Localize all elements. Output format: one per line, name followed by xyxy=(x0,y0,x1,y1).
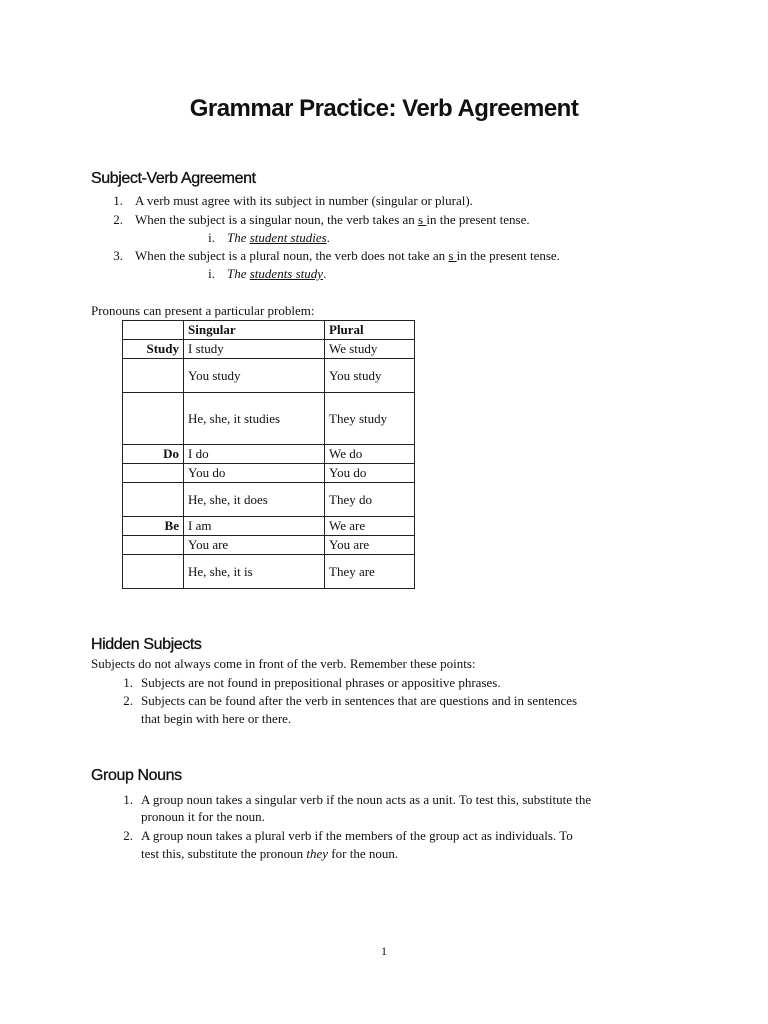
table-row xyxy=(123,445,415,464)
table-row xyxy=(123,393,415,445)
underlined-s: s xyxy=(448,248,457,263)
rule-text-end: in the present tense. xyxy=(456,248,560,263)
singular-cell: I do xyxy=(184,445,325,464)
list-number: 1. xyxy=(123,792,133,807)
list-item xyxy=(135,247,560,264)
list-number: 2. xyxy=(113,212,123,227)
list-item-continued xyxy=(141,845,398,862)
list-number: 1. xyxy=(123,675,133,690)
table-header-row xyxy=(123,321,415,340)
verb-label xyxy=(123,536,184,555)
section-heading-group-nouns: Group Nouns xyxy=(91,767,182,784)
list-number: 3. xyxy=(113,248,123,263)
section-heading-hidden-subjects: Hidden Subjects xyxy=(91,636,202,653)
example-underlined: student studies xyxy=(249,230,327,245)
example-sentence xyxy=(227,265,326,282)
verb-label xyxy=(123,359,184,393)
plural-cell: We study xyxy=(325,340,415,359)
list-item-continued: pronoun it for the noun. xyxy=(141,809,265,824)
list-item: Subjects are not found in prepositional phrases or appositive phrases. xyxy=(141,675,501,690)
pronoun-table xyxy=(122,320,415,589)
singular-cell: He, she, it is xyxy=(184,555,325,589)
list-number: 1. xyxy=(113,193,123,208)
example-period: . xyxy=(326,230,330,245)
verb-label xyxy=(123,483,184,517)
plural-cell: They do xyxy=(325,483,415,517)
singular-cell: He, she, it studies xyxy=(184,393,325,445)
example-sentence xyxy=(227,229,330,246)
italic-they: they xyxy=(306,846,329,861)
example-number: i. xyxy=(208,230,215,245)
table-row xyxy=(123,359,415,393)
section-intro: Subjects do not always come in front of the verb. Remember these points: xyxy=(91,656,476,671)
plural-cell: We do xyxy=(325,445,415,464)
list-item xyxy=(135,211,530,228)
rule-text: When the subject is a singular noun, the verb takes an xyxy=(135,212,419,227)
table-row xyxy=(123,464,415,483)
singular-cell: He, she, it does xyxy=(184,483,325,517)
singular-cell: You are xyxy=(184,536,325,555)
table-row xyxy=(123,555,415,589)
example-period: . xyxy=(323,266,327,281)
list-item: A group noun takes a singular verb if the noun acts as a unit. To test this, substitute the xyxy=(141,792,592,807)
verb-label xyxy=(123,555,184,589)
text: test this, substitute the pronoun xyxy=(141,846,307,861)
underlined-s: s xyxy=(418,212,427,227)
example-underlined: students study xyxy=(249,266,324,281)
header-label-cell xyxy=(123,321,184,340)
list-item: A verb must agree with its subject in number (singular or plural). xyxy=(135,193,473,208)
list-item-continued: that begin with here or there. xyxy=(141,711,292,726)
rule-text: When the subject is a plural noun, the verb does not take an xyxy=(135,248,449,263)
example-number: i. xyxy=(208,266,215,281)
table-row xyxy=(123,517,415,536)
example-the: The xyxy=(227,266,250,281)
header-plural: Plural xyxy=(325,321,415,340)
singular-cell: I am xyxy=(184,517,325,536)
list-item: A group noun takes a plural verb if the members of the group act as individuals. To xyxy=(141,828,573,843)
plural-cell: They study xyxy=(325,393,415,445)
list-number: 2. xyxy=(123,693,133,708)
table-row xyxy=(123,483,415,517)
section-heading-subject-verb: Subject-Verb Agreement xyxy=(91,170,256,187)
plural-cell: We are xyxy=(325,517,415,536)
plural-cell: You do xyxy=(325,464,415,483)
list-number: 2. xyxy=(123,828,133,843)
page-number: 1 xyxy=(381,944,387,958)
table-row xyxy=(123,340,415,359)
verb-label: Study xyxy=(123,340,184,359)
text: for the noun. xyxy=(328,846,399,861)
verb-label: Do xyxy=(123,445,184,464)
rule-text-end: in the present tense. xyxy=(426,212,530,227)
list-item: Subjects can be found after the verb in sentences that are questions and in sentences xyxy=(141,693,578,708)
singular-cell: You study xyxy=(184,359,325,393)
example-the: The xyxy=(227,230,250,245)
plural-cell: You study xyxy=(325,359,415,393)
verb-label xyxy=(123,464,184,483)
page-title: Grammar Practice: Verb Agreement xyxy=(189,95,579,122)
pronoun-intro: Pronouns can present a particular problem: xyxy=(91,303,315,318)
verb-label xyxy=(123,393,184,445)
singular-cell: You do xyxy=(184,464,325,483)
verb-label: Be xyxy=(123,517,184,536)
table-row xyxy=(123,536,415,555)
plural-cell: They are xyxy=(325,555,415,589)
plural-cell: You are xyxy=(325,536,415,555)
header-singular: Singular xyxy=(184,321,325,340)
singular-cell: I study xyxy=(184,340,325,359)
